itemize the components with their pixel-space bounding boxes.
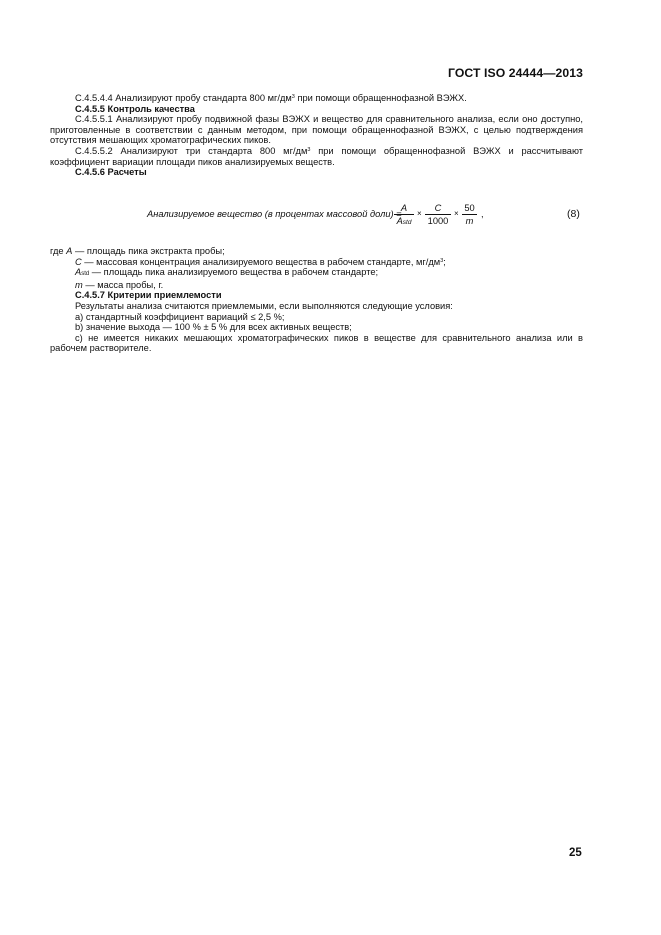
paragraph-text: при помощи обращеннофазной ВЭЖХ и рассчитывают коэффициент вариации площади пиков анализируемых веществ. <box>50 145 583 167</box>
fraction-denominator: A <box>396 216 403 226</box>
formula-lhs: Анализируемое вещество (в процентах массовой доли) = <box>147 209 402 219</box>
fraction-denominator: m <box>465 216 474 226</box>
definition-text: — массовая концентрация анализируемого вещества в рабочем стандарте, мг/дм <box>81 256 441 267</box>
list-item-b: b) значение выхода — 100 % ± 5 % для всех активных веществ; <box>75 322 352 333</box>
paragraph-text: С.4.5.5.2 Анализируют три стандарта 800 мг/дм <box>75 145 308 156</box>
body-text-upper <box>50 93 583 178</box>
paragraph-c457-intro: Результаты анализа считаются приемлемыми, если выполняются следующие условия: <box>75 300 453 311</box>
where-line-c <box>50 257 583 268</box>
page-number: 25 <box>569 847 582 859</box>
variable: A <box>66 246 73 256</box>
paragraph-c4552 <box>50 146 583 167</box>
definition-text: — площадь пика анализируемого вещества в рабочем стандарте; <box>89 267 379 278</box>
variable: C <box>75 256 82 267</box>
fraction-denominator: 1000 <box>427 216 449 226</box>
paragraph-text: при помощи обращеннофазной ВЭЖХ. <box>294 93 467 103</box>
definition-text: — площадь пика экстракта пробы; <box>72 246 225 256</box>
superscript: 3 <box>440 257 444 264</box>
heading-c456: С.4.5.6 Расчеты <box>75 167 147 178</box>
where-line-a <box>50 246 583 257</box>
equation-number: (8) <box>567 208 580 220</box>
heading-c457: С.4.5.7 Критерии приемлемости <box>75 290 222 301</box>
formula-8 <box>0 198 661 238</box>
subscript: std <box>81 271 90 278</box>
fraction-numerator: 50 <box>462 203 477 215</box>
where-line-m <box>50 280 583 291</box>
list-item-c: c) не имеется никаких мешающих хроматографических пиков в веществе для сравнительного анализа или в рабочем растворителе. <box>50 332 583 354</box>
fraction-numerator: C <box>425 203 451 215</box>
paragraph-text: С.4.5.4.4 Анализируют пробу стандарта 800 мг/дм <box>75 93 292 103</box>
fraction-numerator: A <box>394 203 414 215</box>
body-text-lower <box>50 246 583 354</box>
fraction-a-over-astd <box>394 203 414 229</box>
superscript: 3 <box>291 94 295 100</box>
variable: A <box>75 267 82 278</box>
variable: m <box>75 279 83 290</box>
formula-comma: , <box>481 209 484 219</box>
multiply-sign: × <box>454 209 459 218</box>
fraction-50-over-m <box>462 203 477 227</box>
list-item-a: a) стандартный коэффициент вариаций ≤ 2,5 %; <box>75 311 285 322</box>
subscript: std <box>402 219 412 226</box>
paragraph-c4551: С.4.5.5.1 Анализируют пробу подвижной фазы ВЭЖХ и вещество для сравнительного анализа, если оно доступно, приготовленные в соответствии с данным методом, при помощи обращеннофазной ВЭЖХ, с целью подтверждения отсутствия мешающих хроматографических пиков. <box>50 114 583 146</box>
document-header-standard-id: ГОСТ ISO 24444—2013 <box>447 66 583 80</box>
fraction-c-over-1000 <box>425 203 451 227</box>
superscript: 3 <box>307 146 311 153</box>
heading-c455: С.4.5.5 Контроль качества <box>75 103 195 114</box>
where-line-astd <box>50 267 583 280</box>
where-prefix: где <box>50 246 67 256</box>
paragraph-c4544 <box>50 93 583 104</box>
punctuation: ; <box>443 256 446 267</box>
multiply-sign: × <box>417 209 422 218</box>
definition-text: — масса пробы, г. <box>82 279 164 290</box>
